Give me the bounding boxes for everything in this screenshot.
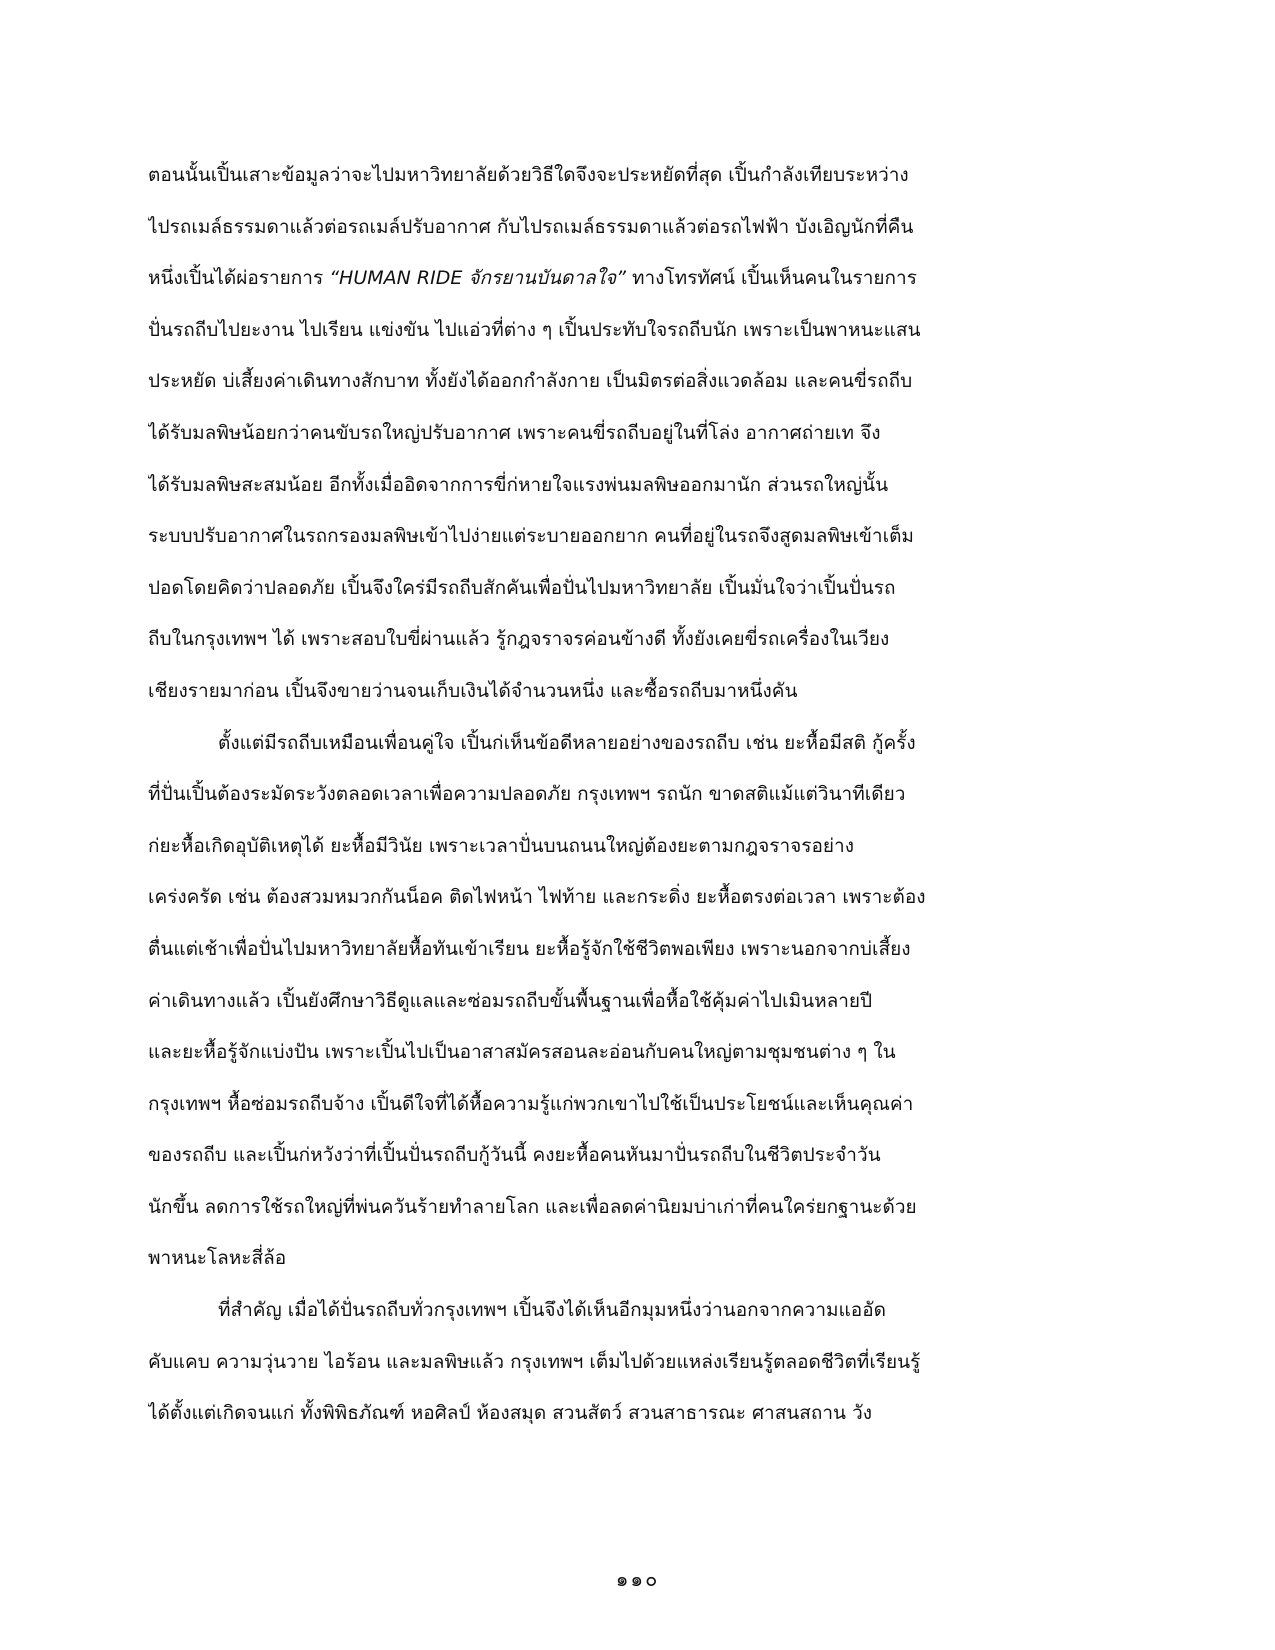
program-title: “HUMAN RIDE จักรยานบันดาลใจ” [329, 267, 626, 290]
text-line [148, 563, 1010, 615]
text-segment: ได้รับมลพิษสะสมน้อย อีกทั้งเมื่ออิดจากการขี่ก่หายใจแรงพ่นมลพิษออกมานัก ส่วนรถใหญ่นั้น [148, 473, 889, 496]
text-segment: ปอดโดยคิดว่าปลอดภัย เปิ้นจึงใคร่มีรถถีบสักคันเพื่อปั่นไปมหาวิทยาลัย เปิ้นมั่นใจว่าเปิ้นปั่นรถ [148, 576, 896, 599]
text-line [148, 976, 1010, 1028]
text-segment: หนึ่งเปิ้นได้ผ่อรายการ [148, 267, 330, 290]
text-line [148, 1388, 1010, 1440]
text-line [148, 1027, 1010, 1079]
text-segment: ตั้งแต่มีรถถีบเหมือนเพื่อนคู่ใจ เปิ้นก่เห็นข้อดีหลายอย่างของรถถีบ เช่น ยะหื้อมีสติ กู้ครั้ง [218, 731, 916, 754]
text-segment: ตื่นแต่เช้าเพื่อปั่นไปมหาวิทยาลัยหื้อทันเข้าเรียน ยะหื้อรู้จักใช้ชีวิตพอเพียง เพราะนอกจากบ่เสี้ยง [148, 937, 911, 960]
text-segment: ที่สำคัญ เมื่อได้ปั่นรถถีบทั่วกรุงเทพฯ เปิ้นจึงได้เห็นอีกมุมหนึ่งว่านอกจากความแออัด [218, 1299, 886, 1322]
text-segment: นักขึ้น ลดการใช้รถใหญ่ที่พ่นควันร้ายทำลายโลก และเพื่อลดค่านิยมบ่าเก่าที่คนใคร่ยกฐานะด้วย [148, 1195, 917, 1218]
text-line [148, 1079, 1010, 1131]
text-line [148, 1182, 1010, 1234]
text-segment: ของรถถีบ และเปิ้นก่หวังว่าที่เปิ้นปั่นรถถีบกู้วันนี้ คงยะหื้อคนหันมาปั่นรถถีบในชีวิตประจำวัน [148, 1144, 881, 1167]
text-segment: ก่ยะหื้อเกิดอุบัติเหตุได้ ยะหื้อมีวินัย เพราะเวลาปั่นบนถนนใหญ่ต้องยะตามกฎจราจรอย่าง [148, 834, 854, 857]
text-line [148, 253, 1010, 305]
text-segment: พาหนะโลหะสี่ล้อ [148, 1247, 287, 1270]
text-segment: และยะหื้อรู้จักแบ่งปัน เพราะเปิ้นไปเป็นอาสาสมัครสอนละอ่อนกับคนใหญ่ตามชุมชนต่าง ๆ ใน [148, 1041, 896, 1064]
text-segment: ถีบในกรุงเทพฯ ได้ เพราะสอบใบขี่ผ่านแล้ว รู้กฎจราจรค่อนข้างดี ทั้งยังเคยขี่รถเครื่องในเวียง [148, 628, 890, 651]
text-line [148, 1233, 1010, 1285]
text-line [148, 666, 1010, 718]
body-text [148, 150, 1010, 1440]
text-line [148, 614, 1010, 666]
text-line [148, 718, 1010, 770]
text-segment: ทางโทรทัศน์ เปิ้นเห็นคนในรายการ [625, 267, 917, 290]
text-segment: ได้รับมลพิษน้อยกว่าคนขับรถใหญ่ปรับอากาศ เพราะคนขี่รถถีบอยู่ในที่โล่ง อากาศถ่ายเท จึง [148, 421, 881, 444]
text-segment: เชียงรายมาก่อน เปิ้นจึงขายว่านจนเก็บเงินได้จำนวนหนึ่ง และซื้อรถถีบมาหนึ่งคัน [148, 679, 798, 702]
text-line [148, 305, 1010, 357]
text-line [148, 872, 1010, 924]
text-line [148, 1337, 1010, 1389]
text-line [148, 924, 1010, 976]
text-segment: ปั่นรถถีบไปยะงาน ไปเรียน แข่งขัน ไปแอ่วที่ต่าง ๆ เปิ้นประทับใจรถถีบนัก เพราะเป็นพาหนะแสน [148, 318, 921, 341]
page-number: ๑๑๐ [615, 1567, 660, 1591]
text-line [148, 821, 1010, 873]
text-segment: ประหยัด บ่เสี้ยงค่าเดินทางสักบาท ทั้งยังได้ออกกำลังกาย เป็นมิตรต่อสิ่งแวดล้อม และคนขี่รถถีบ [148, 370, 913, 393]
text-line [148, 460, 1010, 512]
text-line [148, 356, 1010, 408]
text-line [148, 202, 1010, 254]
text-segment: ค่าเดินทางแล้ว เปิ้นยังศึกษาวิธีดูแลและซ่อมรถถีบขั้นพื้นฐานเพื่อหื้อใช้คุ้มค่าไปเมินหลายปี [148, 989, 873, 1012]
text-segment: ที่ปั่นเปิ้นต้องระมัดระวังตลอดเวลาเพื่อความปลอดภัย กรุงเทพฯ รถนัก ขาดสติแม้แต่วินาทีเดียว [148, 783, 906, 806]
text-segment: ตอนนั้นเปิ้นเสาะข้อมูลว่าจะไปมหาวิทยาลัยด้วยวิธีใดจึงจะประหยัดที่สุด เปิ้นกำลังเทียบระหว่าง [148, 164, 909, 186]
text-segment: ไปรถเมล์ธรรมดาแล้วต่อรถเมล์ปรับอากาศ กับไปรถเมล์ธรรมดาแล้วต่อรถไฟฟ้า บังเอิญนักที่คืน [148, 215, 914, 238]
text-segment: เคร่งครัด เช่น ต้องสวมหมวกกันน็อค ติดไฟหน้า ไฟท้าย และกระดิ่ง ยะหื้อตรงต่อเวลา เพราะต้อง [148, 886, 926, 909]
text-segment: ระบบปรับอากาศในรถกรองมลพิษเข้าไปง่ายแต่ระบายออกยาก คนที่อยู่ในรถจึงสูดมลพิษเข้าเต็ม [148, 525, 914, 548]
text-segment: คับแคบ ความวุ่นวาย ไอร้อน และมลพิษแล้ว กรุงเทพฯ เต็มไปด้วยแหล่งเรียนรู้ตลอดชีวิตที่เรียนรู้ [148, 1350, 921, 1373]
text-line [148, 769, 1010, 821]
text-segment: ได้ตั้งแต่เกิดจนแก่ ทั้งพิพิธภัณฑ์ หอศิลป์ ห้องสมุด สวนสัตว์ สวนสาธารณะ ศาสนสถาน วัง [148, 1402, 873, 1425]
text-line [148, 511, 1010, 563]
text-line [148, 150, 1010, 202]
text-line [148, 408, 1010, 460]
text-line [148, 1130, 1010, 1182]
text-line [148, 1285, 1010, 1337]
text-segment: กรุงเทพฯ หื้อซ่อมรถถีบจ้าง เปิ้นดีใจที่ได้หื้อความรู้แก่พวกเขาไปใช้เป็นประโยชน์และเห็นคุณค่า [148, 1092, 914, 1115]
